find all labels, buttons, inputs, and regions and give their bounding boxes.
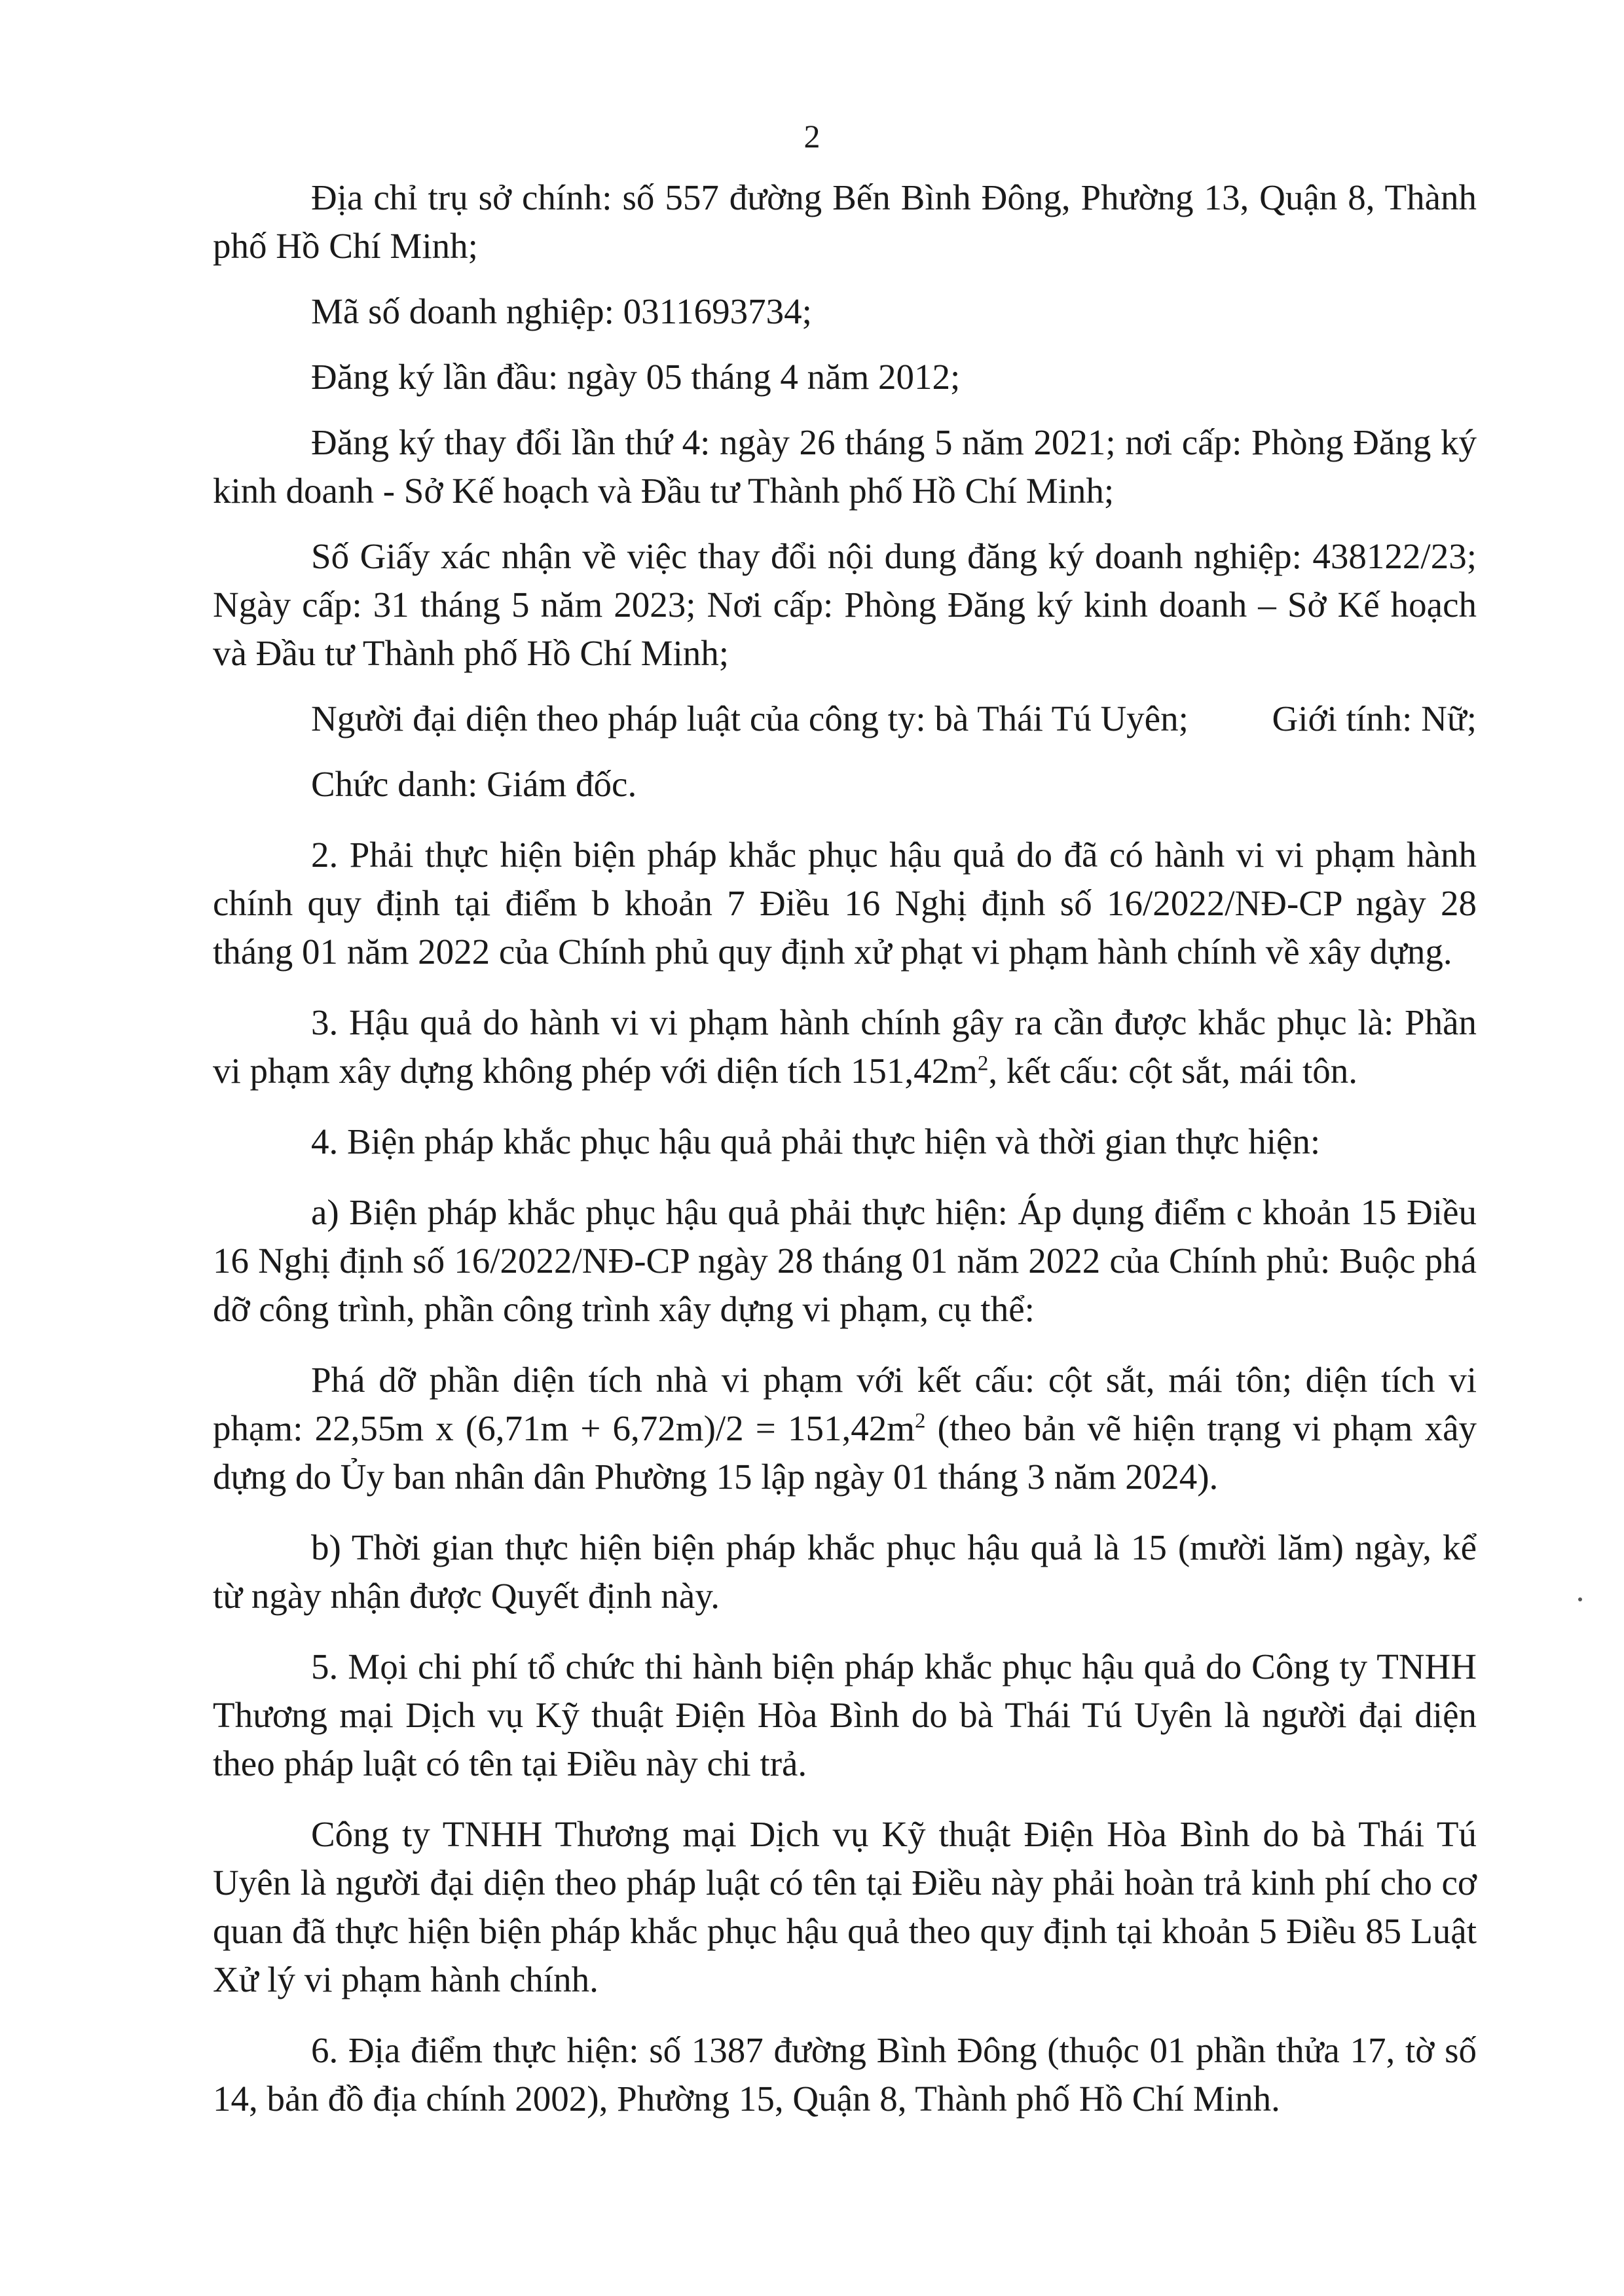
item-3-text: 3. Hậu quả do hành vi vi phạm hành chính gây ra cần được khắc phục là: Phần vi phạm xây dựng không phép với diện tích 151,42m <box>213 1002 1477 1091</box>
paragraph-change-certificate: Số Giấy xác nhận về việc thay đổi nội dung đăng ký doanh nghiệp: 438122/23; Ngày cấp: 31 tháng 5 năm 2023; Nơi cấp: Phòng Đăng ký kinh doanh – Sở Kế hoạch và Đầu tư Thành phố Hồ Chí Minh; <box>213 536 1477 673</box>
scan-speck <box>1578 1597 1582 1601</box>
demolition-text: Phá dỡ phần diện tích nhà vi phạm với kết cấu: cột sắt, mái tôn; diện tích vi phạm: 22,55m x (6,71m + 6,72m)/2 = 151,42m <box>213 1360 1477 1448</box>
demolition-superscript: 2 <box>915 1409 926 1433</box>
paragraph-enterprise-code: Mã số doanh nghiệp: 0311693734; <box>311 291 812 331</box>
paragraph-demolition-detail <box>213 1356 1477 1501</box>
item-3-superscript: 2 <box>977 1051 989 1076</box>
paragraph-item-2: 2. Phải thực hiện biện pháp khắc phục hậu quả do đã có hành vi vi phạm hành chính quy định tại điểm b khoản 7 Điều 16 Nghị định số 16/2022/NĐ-CP ngày 28 tháng 01 năm 2022 của Chính phủ quy định xử phạt vi phạm hành chính về xây dựng. <box>213 835 1477 972</box>
page-number: 2 <box>803 118 821 155</box>
paragraph-item-4b: b) Thời gian thực hiện biện pháp khắc phục hậu quả là 15 (mười lăm) ngày, kể từ ngày nhận được Quyết định này. <box>213 1527 1477 1616</box>
demolition-text-end: (theo bản vẽ hiện trạng vi phạm xây dựng do Ủy ban nhân dân Phường 15 lập ngày 01 tháng 3 năm 2024). <box>213 1408 1477 1497</box>
paragraph-legal-representative <box>213 695 1477 743</box>
paragraph-item-4: 4. Biện pháp khắc phục hậu quả phải thực hiện và thời gian thực hiện: <box>311 1121 1321 1161</box>
paragraph-reimbursement: Công ty TNHH Thương mại Dịch vụ Kỹ thuật Điện Hòa Bình do bà Thái Tú Uyên là người đại diện theo pháp luật có tên tại Điều này phải hoàn trả kinh phí cho cơ quan đã thực hiện biện pháp khắc phục hậu quả theo quy định tại khoản 5 Điều 85 Luật Xử lý vi phạm hành chính. <box>213 1814 1477 1999</box>
item-3-text-end: , kết cấu: cột sắt, mái tôn. <box>988 1051 1358 1091</box>
legal-representative-name: Người đại diện theo pháp luật của công ty: bà Thái Tú Uyên; <box>311 699 1189 738</box>
legal-representative-gender: Giới tính: Nữ; <box>1272 699 1477 738</box>
paragraph-head-office-address: Địa chỉ trụ sở chính: số 557 đường Bến Bình Đông, Phường 13, Quận 8, Thành phố Hồ Chí Minh; <box>213 177 1477 266</box>
paragraph-first-registration: Đăng ký lần đầu: ngày 05 tháng 4 năm 2012; <box>311 357 961 397</box>
document-body <box>213 173 1477 2123</box>
paragraph-fourth-change-registration: Đăng ký thay đổi lần thứ 4: ngày 26 tháng 5 năm 2021; nơi cấp: Phòng Đăng ký kinh doanh - Sở Kế hoạch và Đầu tư Thành phố Hồ Chí Minh; <box>213 422 1477 511</box>
paragraph-position: Chức danh: Giám đốc. <box>311 764 637 804</box>
paragraph-item-6: 6. Địa điểm thực hiện: số 1387 đường Bình Đông (thuộc 01 phần thửa 17, tờ số 14, bản đồ địa chính 2002), Phường 15, Quận 8, Thành phố Hồ Chí Minh. <box>213 2030 1477 2119</box>
paragraph-item-4a: a) Biện pháp khắc phục hậu quả phải thực hiện: Áp dụng điểm c khoản 15 Điều 16 Nghị định số 16/2022/NĐ-CP ngày 28 tháng 01 năm 2022 của Chính phủ: Buộc phá dỡ công trình, phần công trình xây dựng vi phạm, cụ thể: <box>213 1192 1477 1329</box>
paragraph-item-3 <box>213 998 1477 1095</box>
paragraph-item-5: 5. Mọi chi phí tổ chức thi hành biện pháp khắc phục hậu quả do Công ty TNHH Thương mại Dịch vụ Kỹ thuật Điện Hòa Bình do bà Thái Tú Uyên là người đại diện theo pháp luật có tên tại Điều này chi trả. <box>213 1647 1477 1783</box>
